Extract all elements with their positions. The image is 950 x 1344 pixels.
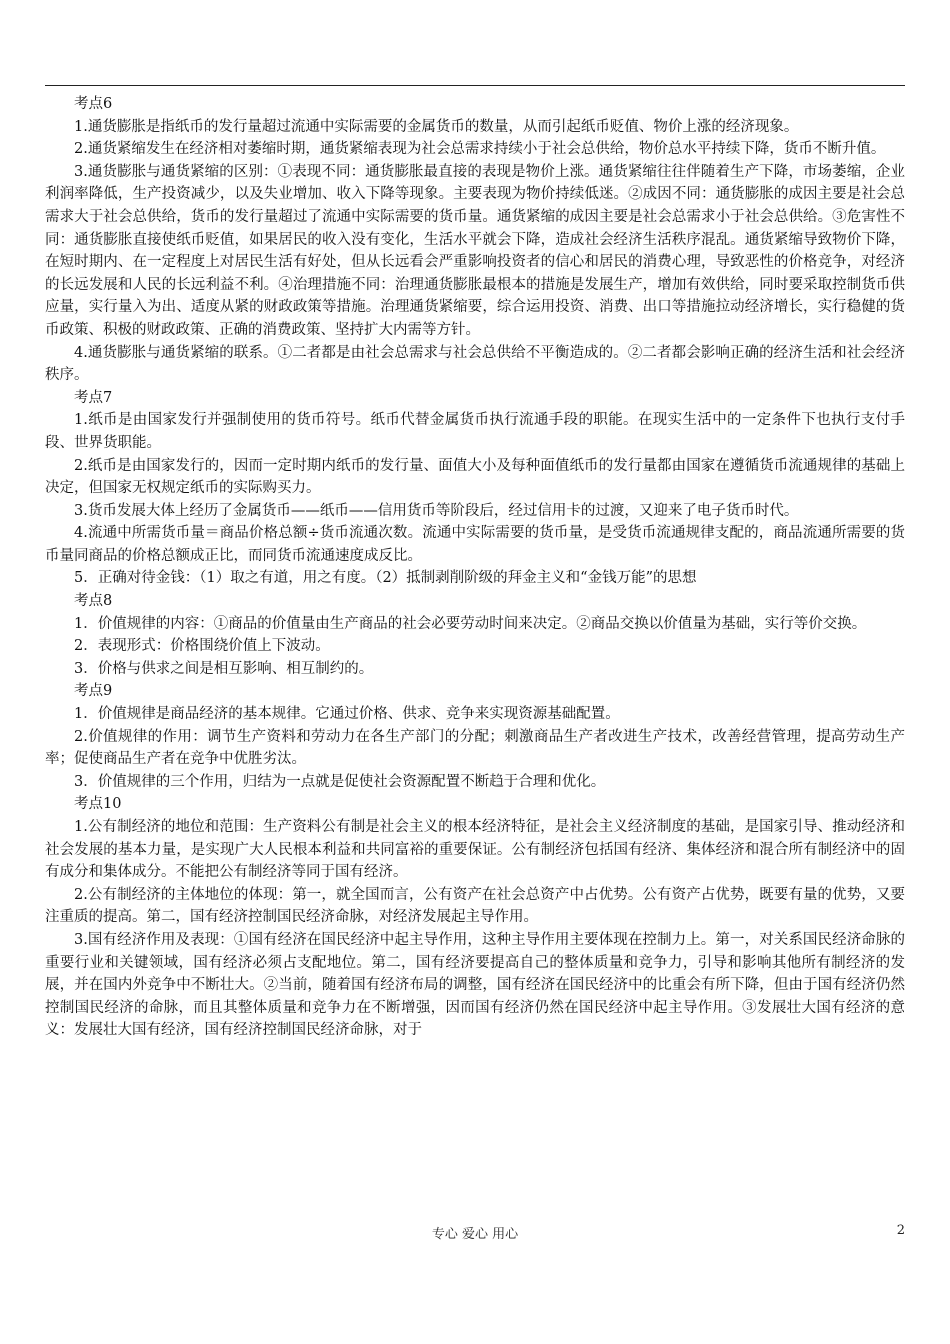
paragraph: 2.纸币是由国家发行的，因而一定时期内纸币的发行量、面值大小及每种面值纸币的发行量都由国家在遵循货币流通规律的基础上决定，但国家无权规定纸币的实际购买力。 (45, 457, 905, 497)
paragraph: 3.通货膨胀与通货紧缩的区别：①表现不同：通货膨胀最直接的表现是物价上涨。通货紧缩往往伴随着生产下降，市场萎缩，企业利润率降低，生产投资减少，以及失业增加、收入下降等现象。主要表现为物价持续低迷。②成因不同：通货膨胀的成因主要是社会总需求大于社会总供给，货币的发行量超过了流通中实际需要的货币量。通货紧缩的成因主要是社会总需求小于社会总供给。③危害性不同：通货膨胀直接使纸币贬值，如果居民的收入没有变化，生活水平就会下降，造成社会经济生活秩序混乱。通货紧缩导致物价下降，在短时期内、在一定程度上对居民生活有好处，但从长远看会严重影响投资者的信心和居民的消费心理，导致恶性的价格竞争，对经济的长远发展和人民的长远利益不利。④治理措施不同：治理通货膨胀最根本的措施是发展生产，增加有效供给，同时要采取控制货币供应量，实行量入为出、适度从紧的财政政策等措施。治理通货紧缩要，综合运用投资、消费、出口等措施拉动经济增长，实行稳健的货币政策、积极的财政政策、正确的消费政策、坚持扩大内需等方针。 (45, 163, 905, 338)
paragraph: 1．价值规律的内容：①商品的价值量由生产商品的社会必要劳动时间来决定。②商品交换以价值量为基础，实行等价交换。 (74, 615, 867, 632)
paragraph: 2．表现形式：价格围绕价值上下波动。 (74, 638, 330, 655)
page-number: 2 (896, 1223, 905, 1238)
paragraph: 1．价值规律是商品经济的基本规律。它通过价格、供求、竞争来实现资源基础配置。 (74, 706, 620, 723)
paragraph: 1.纸币是由国家发行并强制使用的货币符号。纸币代替金属货币执行流通手段的职能。在现实生活中的一定条件下也执行支付手段、世界货职能。 (45, 412, 905, 451)
paragraph: 1.通货膨胀是指纸币的发行量超过流通中实际需要的金属货币的数量，从而引起纸币贬值、物价上涨的经济现象。 (74, 118, 799, 135)
paragraph: 3.货币发展大体上经历了金属货币——纸币——信用货币等阶段后，经过信用卡的过渡，又迎来了电子货币时代。 (74, 502, 799, 519)
paragraph: 5．正确对待金钱：（1）取之有道，用之有度。（2）抵制剥削阶级的拜金主义和“金钱万能”的思想 (74, 570, 697, 587)
paragraph: 4.通货膨胀与通货紧缩的联系。①二者都是由社会总需求与社会总供给不平衡造成的。②二者都会影响正确的经济生活和社会经济秩序。 (45, 344, 905, 384)
paragraph: 4.流通中所需货币量＝商品价格总额÷货币流通次数。流通中实际需要的货币量，是受货币流通规律支配的，商品流通所需要的货币量同商品的价格总额成正比，而同货币流通速度成反比。 (45, 525, 905, 564)
page-footer (0, 1223, 950, 1247)
section-heading: 考点7 (74, 389, 113, 406)
section-heading: 考点8 (74, 593, 113, 610)
document-body (45, 93, 905, 1042)
section-heading: 考点6 (74, 96, 113, 112)
paragraph: 2.通货紧缩发生在经济相对萎缩时期，通货紧缩表现为社会总需求持续小于社会总供给，物价总水平持续下降，货币不断升值。 (74, 141, 886, 158)
paragraph: 3.国有经济作用及表现：①国有经济在国民经济中起主导作用，这种主导作用主要体现在控制力上。第一，对关系国民经济命脉的重要行业和关键领域，国有经济必须占支配地位。第二，国有经济要提高自己的整体质量和竞争力，引导和影响其他所有制经济的发展，并在国内外竞争中不断壮大。②当前，随着国有经济布局的调整，国有经济在国民经济中的比重会有所下降，但由于国有经济仍然控制国民经济的命脉，而且其整体质量和竞争力在不断增强，因而国有经济仍然在国民经济中起主导作用。③发展壮大国有经济的意义：发展壮大国有经济，国有经济控制国民经济命脉，对于 (45, 931, 905, 1039)
footer-slogan: 专心 爱心 用心 (431, 1227, 519, 1242)
header-rule (45, 85, 905, 86)
paragraph: 3．价格与供求之间是相互影响、相互制约的。 (74, 660, 374, 677)
section-heading: 考点10 (74, 796, 122, 813)
paragraph: 2.公有制经济的主体地位的体现：第一，就全国而言，公有资产在社会总资产中占优势。公有资产占优势，既要有量的优势，又要注重质的提高。第二，国有经济控制国民经济命脉，对经济发展起主导作用。 (45, 886, 905, 926)
paragraph: 1.公有制经济的地位和范围：生产资料公有制是社会主义的根本经济特征，是社会主义经济制度的基础，是国家引导、推动经济和社会发展的基本力量，是实现广大人民根本利益和共同富裕的重要保证。公有制经济包括国有经济、集体经济和混合所有制经济中的固有成分和集体成分。不能把公有制经济等同于国有经济。 (45, 819, 905, 881)
paragraph: 3．价值规律的三个作用，归结为一点就是促使社会资源配置不断趋于合理和优化。 (74, 773, 606, 790)
paragraph: 2.价值规律的作用：调节生产资料和劳动力在各生产部门的分配；刺激商品生产者改进生产技术，改善经营管理，提高劳动生产率；促使商品生产者在竞争中优胜劣汰。 (45, 728, 905, 768)
section-heading: 考点9 (74, 683, 113, 700)
